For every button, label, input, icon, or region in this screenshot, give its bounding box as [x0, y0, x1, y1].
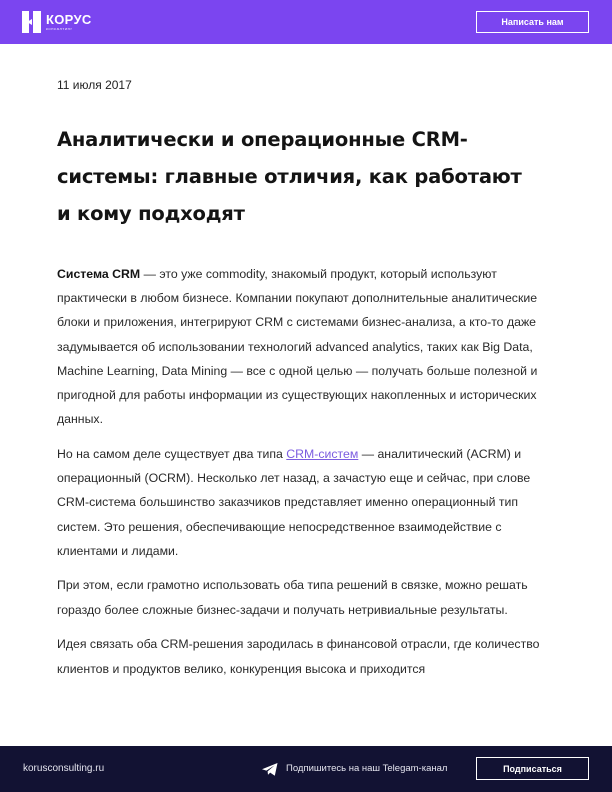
logo-name: КОРУС [46, 12, 92, 27]
subscribe-button[interactable]: Подписаться [476, 757, 589, 780]
korus-logo-icon [22, 11, 41, 33]
telegram-icon[interactable] [262, 763, 278, 776]
write-us-button[interactable]: Написать нам [476, 11, 589, 33]
article-date: 11 июля 2017 [57, 78, 132, 92]
paragraph-1: Система CRM — это уже commodity, знакомый продукт, который используют практически в любом бизнесе. Компании покупают дополнительные аналитические блоки и приложения, интегрируют CRM с системами бизнес-анализа, а кто-то даже задумывается об использовании технологий advanced analytics, таких как Big Data, Machine Learning, Data Mining — все с одной целью — получать больше полезной и пригодной для работы информации из существующих накопленных и исторических данных. [57, 267, 538, 427]
header [0, 0, 612, 44]
paragraph-2: Но на самом деле существует два типа CRM-систем — аналитический (ACRM) и операционный (OCRM). Несколько лет назад, а зачастую еще и сейчас, при слове CRM-система большинство заказчиков представляет именно операционный тип систем. Это решения, обеспечивающие непосредственное взаимодействие с клиентами и лидами. [57, 446, 531, 558]
footer [0, 746, 612, 792]
paragraph-3: При этом, если грамотно использовать оба типа решений в связке, можно решать гораздо более сложные бизнес-задачи и получать нетривиальные результаты. [57, 578, 528, 617]
bold-lead: Система CRM [57, 267, 141, 281]
paragraph-4: Идея связать оба CRM-решения зародилась в финансовой отрасли, где количество клиентов и продуктов велико, конкуренция высока и приходится [57, 637, 540, 676]
telegram-cta-text[interactable]: Подпишитесь на наш Telegam-канал [286, 763, 448, 774]
logo[interactable] [22, 11, 92, 33]
logo-subtitle: консалтинг [46, 26, 73, 31]
article-title: Аналитически и операционные CRM-системы: главные отличия, как работают и кому подходят [57, 128, 522, 225]
article-body [57, 262, 557, 691]
site-link[interactable]: korusconsulting.ru [23, 763, 105, 774]
crm-systems-link[interactable]: CRM-систем [286, 446, 359, 461]
